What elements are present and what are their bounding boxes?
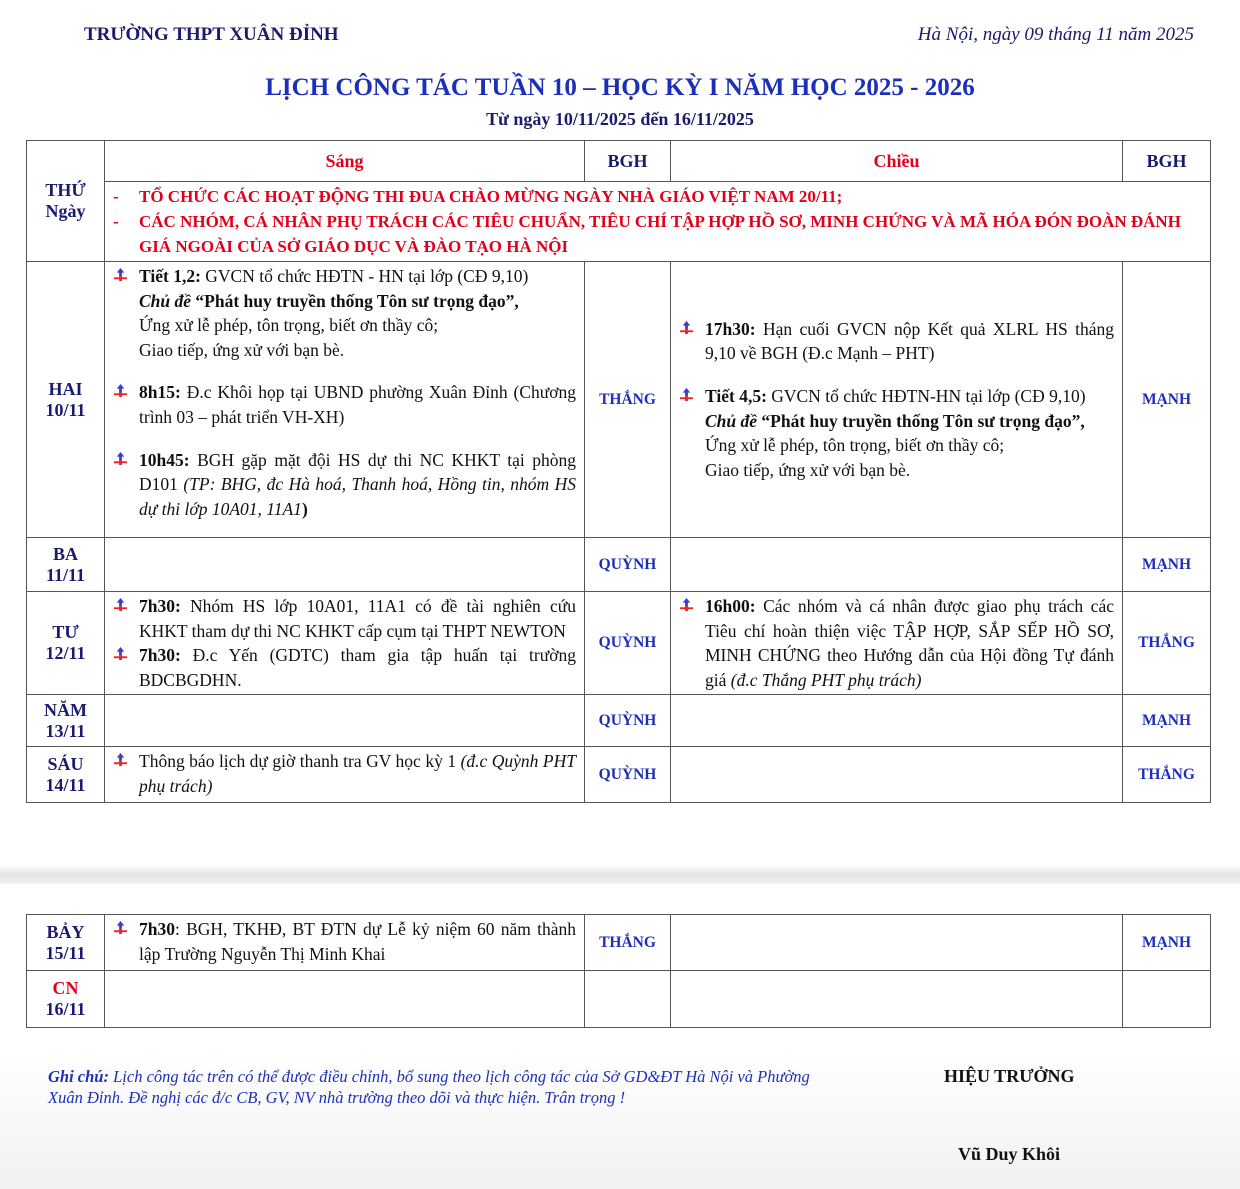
day-cell xyxy=(27,262,105,538)
afternoon-cell xyxy=(671,592,1123,695)
day-date: 10/11 xyxy=(45,399,86,420)
item-text: Đ.c Khôi họp tại UBND phường Xuân Đỉnh (Chương trình 03 – phát triển VH-XH) xyxy=(139,382,576,427)
item-text: Đ.c Yến (GDTC) tham gia tập huấn tại trường BDCBGDHN. xyxy=(139,645,576,690)
afternoon-cell xyxy=(671,915,1123,971)
day-name: HAI xyxy=(48,378,83,399)
table-row xyxy=(27,262,1211,538)
item-time: Tiết 1,2: xyxy=(139,266,201,286)
item-text: : BGH, TKHĐ, BT ĐTN dự Lễ kỷ niệm 60 năm thành lập Trường Nguyễn Thị Minh Khai xyxy=(139,919,576,964)
arrow-bullet-icon xyxy=(113,920,128,935)
item-note: (đ.c Thắng PHT phụ trách) xyxy=(730,669,922,690)
table-row xyxy=(27,592,1211,695)
day-cell xyxy=(27,592,105,695)
table-row xyxy=(27,538,1211,592)
date-range: Từ ngày 10/11/2025 đến 16/11/2025 xyxy=(486,109,754,129)
day-date: 11/11 xyxy=(45,564,85,585)
header-row xyxy=(27,141,1211,182)
day-cell xyxy=(27,695,105,747)
schedule-item xyxy=(113,594,576,643)
bgh-afternoon: MẠNH xyxy=(1123,262,1211,538)
day-name: TƯ xyxy=(52,622,79,643)
topic-label: Chủ đề xyxy=(705,410,758,431)
item-text: Hạn cuối GVCN nộp Kết quả XLRL HS tháng 9,10 về BGH (Đ.c Mạnh – PHT) xyxy=(705,318,1114,364)
notice-item: - CÁC NHÓM, CÁ NHÂN PHỤ TRÁCH CÁC TIÊU CHUẨN, TIÊU CHÍ TẬP HỢP HỒ SƠ, MINH CHỨNG VÀ MÃ HÓA ĐÓN ĐOÀN ĐÁNH GIÁ NGOÀI CỦA SỞ GIÁO DỤC VÀ ĐÀO TẠO HÀ NỘI xyxy=(113,212,1181,256)
topic-text: “Phát huy truyền thống Tôn sư trọng đạo”, xyxy=(191,290,519,311)
bgh-morning: QUỲNH xyxy=(585,747,671,803)
item-note: (đ.c Quỳnh PHT phụ trách) xyxy=(139,751,576,796)
table-row xyxy=(27,971,1211,1028)
note-text: Lịch công tác trên có thể được điều chỉnh, bổ sung theo lịch công tác của Sở GD&ĐT Hà Nội và Phường Xuân Đỉnh. Đề nghị các đ/c CB, GV, NV nhà trường theo dõi và thực hiện. Trân trọng ! xyxy=(48,1067,810,1107)
bgh-afternoon xyxy=(1123,971,1211,1028)
table-row xyxy=(27,695,1211,747)
item-text: Giao tiếp, ứng xử với bạn bè. xyxy=(705,459,911,480)
day-date: 15/11 xyxy=(45,942,86,963)
notice-item: - TỔ CHỨC CÁC HOẠT ĐỘNG THI ĐUA CHÀO MỪNG NGÀY NHÀ GIÁO VIỆT NAM 20/11; xyxy=(113,187,843,206)
notice-row xyxy=(27,182,1211,262)
note-label: Ghi chú: xyxy=(48,1067,109,1086)
arrow-bullet-icon xyxy=(113,752,128,767)
arrow-bullet-icon xyxy=(113,597,128,612)
morning-cell xyxy=(105,747,585,803)
day-cell xyxy=(27,747,105,803)
morning-cell xyxy=(105,538,585,592)
schedule-item xyxy=(679,317,1114,366)
arrow-bullet-icon xyxy=(113,267,128,282)
day-column-header xyxy=(27,141,105,262)
afternoon-cell xyxy=(671,538,1123,592)
topic-label: Chủ đề xyxy=(139,290,192,311)
bgh-afternoon: THẮNG xyxy=(1123,747,1211,803)
schedule-item xyxy=(679,384,1114,482)
item-text: Nhóm HS lớp 10A01, 11A1 có đề tài nghiên cứu KHKT tham dự thi NC KHKT cấp cụm tại THPT NEWTON xyxy=(139,596,576,641)
page-break xyxy=(0,866,1240,884)
item-text: GVCN tổ chức HĐTN - HN tại lớp (CĐ 9,10) xyxy=(200,266,529,286)
notice-cell xyxy=(105,182,1211,262)
schedule-table xyxy=(26,140,1211,803)
item-time: 7h30: xyxy=(139,645,181,666)
notice-text: CÁC NHÓM, CÁ NHÂN PHỤ TRÁCH CÁC TIÊU CHUẨN, TIÊU CHÍ TẬP HỢP HỒ SƠ, MINH CHỨNG VÀ MÃ HÓA ĐÓN ĐOÀN ĐÁNH GIÁ NGOÀI CỦA SỞ GIÁO DỤC VÀ ĐÀO TẠO HÀ NỘI xyxy=(139,212,1181,256)
afternoon-cell xyxy=(671,262,1123,538)
morning-cell xyxy=(105,695,585,747)
day-name: SÁU xyxy=(47,753,84,774)
table-row xyxy=(27,915,1211,971)
day-cell xyxy=(27,915,105,971)
item-text: Thông báo lịch dự giờ thanh tra GV học kỳ 1 xyxy=(139,751,461,772)
bgh-afternoon: MẠNH xyxy=(1123,915,1211,971)
day-date: 14/11 xyxy=(45,774,86,795)
arrow-bullet-icon xyxy=(679,387,694,402)
schedule-item xyxy=(679,594,1114,692)
schedule-item xyxy=(113,448,576,522)
bgh-afternoon: MẠNH xyxy=(1123,695,1211,747)
schedule-item xyxy=(113,380,576,429)
date-header-label: Ngày xyxy=(45,201,86,221)
day-header-label: THỨ xyxy=(45,180,86,200)
day-cell xyxy=(27,538,105,592)
morning-cell xyxy=(105,592,585,695)
arrow-bullet-icon xyxy=(679,320,694,335)
school-name: TRƯỜNG THPT XUÂN ĐỈNH xyxy=(84,24,339,45)
day-name: BẢY xyxy=(46,921,85,942)
bgh-afternoon: THẮNG xyxy=(1123,592,1211,695)
item-time: 10h45: xyxy=(139,449,190,470)
bgh-morning: THẮNG xyxy=(585,915,671,971)
afternoon-header: Chiều xyxy=(671,141,1123,182)
principal-title: HIỆU TRƯỞNG xyxy=(944,1066,1075,1086)
schedule-item xyxy=(113,643,576,692)
bgh-afternoon-header: BGH xyxy=(1123,141,1211,182)
day-date: 13/11 xyxy=(45,720,86,741)
day-name: CN xyxy=(52,978,79,998)
afternoon-cell xyxy=(671,695,1123,747)
item-time: 16h00: xyxy=(705,596,756,616)
page-title: LỊCH CÔNG TÁC TUẦN 10 – HỌC KỲ I NĂM HỌC 2025 - 2026 xyxy=(265,74,975,101)
item-time: 17h30: xyxy=(705,318,756,339)
topic-text: “Phát huy truyền thống Tôn sư trọng đạo”, xyxy=(757,410,1085,431)
item-text: Các nhóm và cá nhân được giao phụ trách các Tiêu chí hoàn thiện việc TẬP HỢP, SẮP SẾP HỒ SƠ, MINH CHỨNG theo Hướng dẫn của Hội đồng Tự đánh giá xyxy=(705,596,1114,690)
notice-text: TỔ CHỨC CÁC HOẠT ĐỘNG THI ĐUA CHÀO MỪNG NGÀY NHÀ GIÁO VIỆT NAM 20/11; xyxy=(139,187,843,206)
item-time: 8h15: xyxy=(139,382,181,403)
item-close: ) xyxy=(301,498,308,519)
item-text: BGH gặp mặt đội HS dự thi NC KHKT tại phòng D101 xyxy=(139,449,576,495)
bgh-morning xyxy=(585,971,671,1028)
item-text: Ứng xử lễ phép, tôn trọng, biết ơn thầy cô; xyxy=(705,435,1005,456)
arrow-bullet-icon xyxy=(113,646,128,661)
item-note: (TP: BHG, đc Hà hoá, Thanh hoá, Hồng tin, nhóm HS dự thi lớp 10A01, 11A1 xyxy=(139,474,576,519)
item-time: Tiết 4,5: xyxy=(705,385,767,406)
item-text: Ứng xử lễ phép, tôn trọng, biết ơn thầy cô; xyxy=(139,315,439,336)
bgh-morning: THẮNG xyxy=(585,262,671,538)
schedule-item xyxy=(113,917,576,966)
item-text: GVCN tổ chức HĐTN-HN tại lớp (CĐ 9,10) xyxy=(766,385,1086,406)
schedule-item xyxy=(113,749,576,798)
arrow-bullet-icon xyxy=(113,383,128,398)
morning-cell xyxy=(105,262,585,538)
bgh-morning: QUỲNH xyxy=(585,538,671,592)
bgh-afternoon: MẠNH xyxy=(1123,538,1211,592)
item-time: 7h30: xyxy=(139,596,181,616)
arrow-bullet-icon xyxy=(113,451,128,466)
day-date: 12/11 xyxy=(45,643,86,664)
afternoon-cell xyxy=(671,747,1123,803)
item-text: Giao tiếp, ứng xử với bạn bè. xyxy=(139,339,345,360)
bgh-morning: QUỲNH xyxy=(585,592,671,695)
item-time: 7h30 xyxy=(139,919,175,939)
day-cell xyxy=(27,971,105,1028)
schedule-item xyxy=(113,264,576,362)
table-row xyxy=(27,747,1211,803)
schedule-table-continued xyxy=(26,914,1211,1028)
principal-name: Vũ Duy Khôi xyxy=(958,1144,1061,1164)
bgh-morning-header: BGH xyxy=(585,141,671,182)
arrow-bullet-icon xyxy=(679,597,694,612)
morning-cell xyxy=(105,915,585,971)
date-line: Hà Nội, ngày 09 tháng 11 năm 2025 xyxy=(917,24,1194,45)
day-name: BA xyxy=(52,543,78,564)
afternoon-cell xyxy=(671,971,1123,1028)
day-name: NĂM xyxy=(44,699,87,720)
footer-note xyxy=(48,1066,848,1108)
morning-header: Sáng xyxy=(105,141,585,182)
bgh-morning: QUỲNH xyxy=(585,695,671,747)
morning-cell xyxy=(105,971,585,1028)
day-date: 16/11 xyxy=(45,999,86,1019)
